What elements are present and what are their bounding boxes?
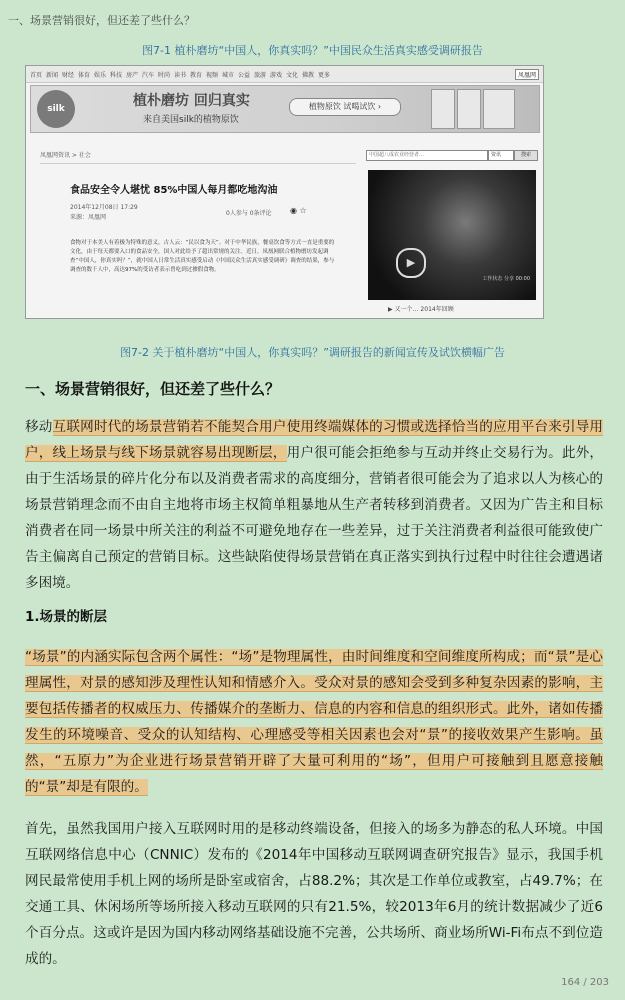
- share-icons[interactable]: [290, 206, 307, 215]
- ad-cta-button[interactable]: 植物原饮 试喝试饮 ›: [289, 98, 401, 116]
- ad-banner[interactable]: [30, 85, 540, 133]
- highlighted-text[interactable]: “场景”的内涵实际包含两个属性：“场”是物理属性，由时间维度和空间维度所构成；而“景”是心理属性，对景的感知涉及理性认知和情感介入。受众对景的感知会受到多种复杂因素的影响，主要包括传播者的权威压力、传播媒介的垄断力、信息的内容和信息的组织形式。此外，诸如传播发生的环境噪音、受众的认知结构、心理感受等相关因素也会对“景”的接收效果产生影响。虽然，“五原力”为企业进行场景营销开辟了大量可利用的“场”，但用户可接触到且愿意接触的“景”却是有限的。: [25, 649, 603, 795]
- weibo-icon[interactable]: ◉: [290, 206, 297, 215]
- nav-item[interactable]: 佛教: [302, 72, 315, 79]
- search-scope-select[interactable]: 资讯: [488, 150, 514, 161]
- search-input[interactable]: 中国超八成农业经营者…: [366, 150, 488, 161]
- site-logo[interactable]: 凤凰网: [515, 69, 539, 80]
- silk-logo: silk: [37, 90, 75, 128]
- nav-item[interactable]: 视频: [206, 72, 219, 79]
- product-carton-image: [457, 89, 481, 129]
- article-body: [70, 239, 338, 275]
- paragraph-1: [25, 414, 603, 596]
- nav-item[interactable]: 体育: [78, 72, 91, 79]
- video-caption[interactable]: ▶ 又一个… 2014年回顾: [388, 306, 454, 313]
- figure-caption-2: 图7-2 关于植朴磨坊“中国人，你真实吗？”调研报告的新闻宣传及试饮横幅广告: [120, 346, 505, 359]
- ad-subtitle: 来自美国silk的植物原饮: [143, 115, 239, 125]
- nav-item[interactable]: 娱乐: [94, 72, 107, 79]
- product-carton-image: [431, 89, 455, 129]
- nav-item[interactable]: 文化: [286, 72, 299, 79]
- nav-item[interactable]: 读书: [174, 72, 187, 79]
- nav-item[interactable]: 旅游: [254, 72, 267, 79]
- divider: [40, 163, 356, 164]
- running-header: 一、场景营销很好，但还差了些什么？: [8, 14, 195, 27]
- star-icon[interactable]: ☆: [299, 206, 307, 215]
- paragraph-1-lead: 移动: [25, 419, 53, 435]
- search-button[interactable]: 搜索: [514, 150, 538, 161]
- nav-item[interactable]: 房产: [126, 72, 139, 79]
- product-carton-image: [483, 89, 515, 129]
- ad-title: 植朴磨坊 回归真实: [133, 93, 250, 109]
- paragraph-1-rest: 用户很可能会拒绝参与互动并终止交易行为。此外，由于生活场景的碎片化分布以及消费者需求的高度细分，营销者很可能会为了追求以人为核心的场景营销理念而不由自主地将市场主权简单粗暴地从生产者转移到消费者。又因为广告主和目标消费者在同一场景中所关注的利益不可避免地存在一些差异，过于关注消费者利益很可能致使广告主偏离自己预定的营销目标。这些缺陷使得场景营销在真正落实到执行过程中时往往会遭遇诸多困境。: [25, 445, 604, 591]
- page-number: 164 / 203: [561, 977, 609, 988]
- figure-caption-1: 图7-1 植朴磨坊“中国人，你真实吗？”中国民众生活真实感受调研报告: [142, 44, 483, 57]
- nav-item[interactable]: 科技: [110, 72, 123, 79]
- highlighted-text[interactable]: 互联网时代的场景营销若不能契合用户使用终端媒体的习惯或选择恰当的应用平台来引导用户，线上场景与线下场景就容易出现断层，: [25, 419, 604, 461]
- article-paragraph: 食物对于本美人有着极为特殊的意义。古人云：“民以食为天”。对于中华民族，餐桌饮食等方式一直是重要的文化，由于每天都要入口的食品安全，国人对此给予了超出常规的关注。近日，凤凰网联合植物磨坊发起调查“中国人，你真实吗？”，就中国人日常生活真实感受启动《中国民众生活真实感受调研》调查的结果，参与调查的数千人中，高达97%的受访者表示曾吃到过掺假食物。: [70, 240, 335, 273]
- nav-item[interactable]: 新闻: [46, 72, 59, 79]
- article-title[interactable]: 食品安全令人堪忧 85%中国人每月都吃地沟油: [70, 185, 278, 196]
- site-navbar: [26, 66, 543, 83]
- breadcrumb[interactable]: 凤凰网资讯 > 社会: [40, 152, 91, 159]
- nav-item[interactable]: 游戏: [270, 72, 283, 79]
- article-source: 来源：凤凰网: [70, 214, 107, 221]
- nav-item[interactable]: 城市: [222, 72, 235, 79]
- nav-item[interactable]: 财经: [62, 72, 75, 79]
- nav-item[interactable]: 汽车: [142, 72, 155, 79]
- news-screenshot-figure: [25, 65, 544, 319]
- comment-count[interactable]: 0人参与 0条评论: [226, 210, 272, 217]
- paragraph-2: [25, 644, 603, 800]
- section-title: 一、场景营销很好，但还差了些什么？: [25, 380, 281, 398]
- nav-item[interactable]: 更多: [318, 72, 331, 79]
- play-icon[interactable]: ▶: [396, 248, 426, 278]
- nav-item[interactable]: 教育: [190, 72, 203, 79]
- video-player[interactable]: [368, 170, 536, 300]
- video-overlay-text: 工作状态 分享 00:00: [482, 276, 530, 282]
- nav-item[interactable]: 首页: [30, 72, 43, 79]
- nav-item[interactable]: 公益: [238, 72, 251, 79]
- nav-item[interactable]: 时尚: [158, 72, 171, 79]
- paragraph-3: 首先，虽然我国用户接入互联网时用的是移动终端设备，但接入的场多为静态的私人环境。中国互联网络信息中心（CNNIC）发布的《2014年中国移动互联网调查研究报告》显示，我国手机网民最常使用手机上网的场所是卧室或宿舍，占88.2%；其次是工作单位或教室，占49.7%；在交通工具、休闲场所等场所接入移动互联网的只有21.5%，较2013年6月的统计数据减少了近6个百分点。这或许是因为国内移动网络基础设施不完善，公共场所、商业场所Wi-Fi布点不到位造成的。: [25, 821, 603, 967]
- subsection-title: 1.场景的断层: [25, 609, 108, 625]
- article-date: 2014年12月08日 17:29: [70, 204, 138, 211]
